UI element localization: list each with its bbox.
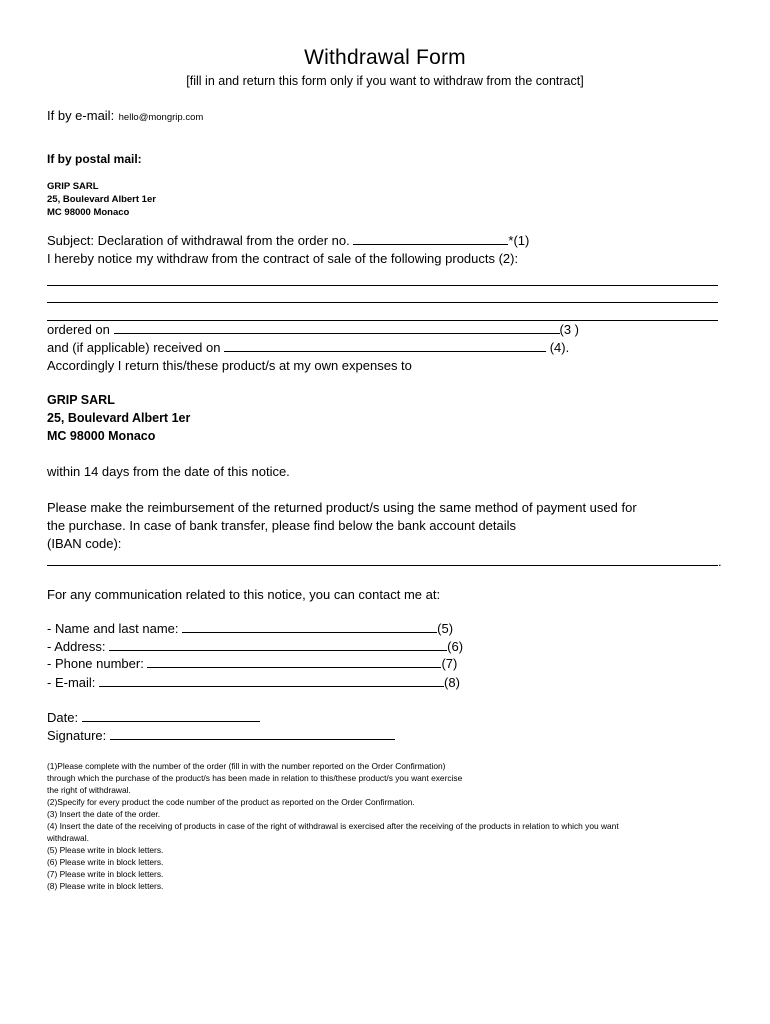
- email-value: hello@mongrip.com: [118, 112, 204, 123]
- email-label: If by e-mail:: [47, 108, 115, 123]
- notice-text: I hereby notice my withdraw from the contract of sale of the following products (2):: [47, 251, 519, 266]
- postal-address-line-2: 25, Boulevard Albert 1er: [47, 194, 156, 205]
- date-field[interactable]: [82, 710, 260, 722]
- footnote-8: (8) Please write in block letters.: [47, 881, 164, 891]
- contact-address-row: [47, 639, 463, 654]
- ordered-on-row: [47, 322, 579, 337]
- footnote-4: (4) Insert the date of the receiving of products in case of the right of withdrawal is exercised after the receiving of the products in relation to which you want: [47, 821, 619, 831]
- ordered-on-ref: (3 ): [559, 322, 580, 337]
- subject-text: Subject: Declaration of withdrawal from the order no.: [47, 233, 350, 248]
- contact-email-label: - E-mail:: [47, 675, 96, 690]
- footnote-1-cont-a: through which the purchase of the product/s has been made in relation to this/these product/s you want exercise: [47, 773, 463, 783]
- within-text: within 14 days from the date of this notice.: [47, 464, 290, 479]
- contact-email-ref: (8): [444, 675, 460, 690]
- reimburse-line-1: Please make the reimbursement of the returned product/s using the same method of payment used for: [47, 500, 637, 515]
- contact-phone-ref: (7): [441, 656, 458, 671]
- signature-label: Signature:: [47, 728, 107, 743]
- footnote-2: (2)Specify for every product the code number of the product as reported on the Order Confirmation.: [47, 797, 415, 807]
- return-address-line-3: MC 98000 Monaco: [47, 429, 156, 443]
- contact-text: For any communication related to this notice, you can contact me at:: [47, 587, 441, 602]
- ordered-on-field[interactable]: [114, 322, 560, 334]
- order-number-field[interactable]: [353, 233, 508, 245]
- products-line-3[interactable]: [47, 320, 718, 321]
- postal-address-line-1: GRIP SARL: [47, 181, 99, 192]
- iban-end: .: [718, 554, 722, 569]
- products-line-1[interactable]: [47, 285, 718, 286]
- return-address-line-1: GRIP SARL: [47, 393, 115, 407]
- iban-field[interactable]: [47, 554, 718, 566]
- form-title: Withdrawal Form: [304, 46, 466, 69]
- received-on-label: and (if applicable) received on: [47, 340, 221, 355]
- form-subtitle: [fill in and return this form only if you want to withdraw from the contract]: [186, 74, 584, 88]
- postal-address-line-3: MC 98000 Monaco: [47, 207, 130, 218]
- ordered-on-label: ordered on: [47, 322, 110, 337]
- return-text: Accordingly I return this/these product/s at my own expenses to: [47, 358, 412, 373]
- contact-name-field[interactable]: [182, 621, 437, 633]
- products-line-2[interactable]: [47, 302, 718, 303]
- contact-email-field[interactable]: [99, 675, 444, 687]
- return-address-line-2: 25, Boulevard Albert 1er: [47, 411, 191, 425]
- contact-name-label: - Name and last name:: [47, 621, 179, 636]
- contact-email-row: [47, 675, 460, 690]
- subject-ref: *(1): [508, 233, 530, 248]
- postal-label: If by postal mail:: [47, 152, 142, 166]
- email-row: [47, 107, 203, 125]
- contact-name-row: [47, 621, 453, 636]
- reimburse-line-3: (IBAN code):: [47, 536, 122, 551]
- signature-row: [47, 728, 395, 743]
- contact-phone-field[interactable]: [147, 656, 441, 668]
- contact-name-ref: (5): [437, 621, 454, 636]
- contact-address-field[interactable]: [109, 639, 447, 651]
- date-label: Date:: [47, 710, 79, 725]
- contact-address-label: - Address:: [47, 639, 106, 654]
- received-on-field[interactable]: [224, 340, 546, 352]
- footnote-1: (1)Please complete with the number of the order (fill in with the number reported on the Order Confirmation): [47, 761, 446, 771]
- contact-phone-label: - Phone number:: [47, 656, 144, 671]
- date-row: [47, 710, 260, 725]
- contact-phone-row: [47, 656, 457, 671]
- footnote-1-cont-b: the right of withdrawal.: [47, 785, 131, 795]
- contact-address-ref: (6): [447, 639, 464, 654]
- subject-row: [47, 233, 529, 248]
- iban-row: [47, 554, 722, 569]
- footnote-6: (6) Please write in block letters.: [47, 857, 164, 867]
- footnote-7: (7) Please write in block letters.: [47, 869, 164, 879]
- received-on-row: [47, 340, 569, 355]
- reimburse-line-2: the purchase. In case of bank transfer, please find below the bank account details: [47, 518, 517, 533]
- received-on-ref: (4).: [549, 340, 570, 355]
- footnote-4-cont: withdrawal.: [47, 833, 89, 843]
- footnote-5: (5) Please write in block letters.: [47, 845, 164, 855]
- signature-field[interactable]: [110, 728, 395, 740]
- footnote-3: (3) Insert the date of the order.: [47, 809, 161, 819]
